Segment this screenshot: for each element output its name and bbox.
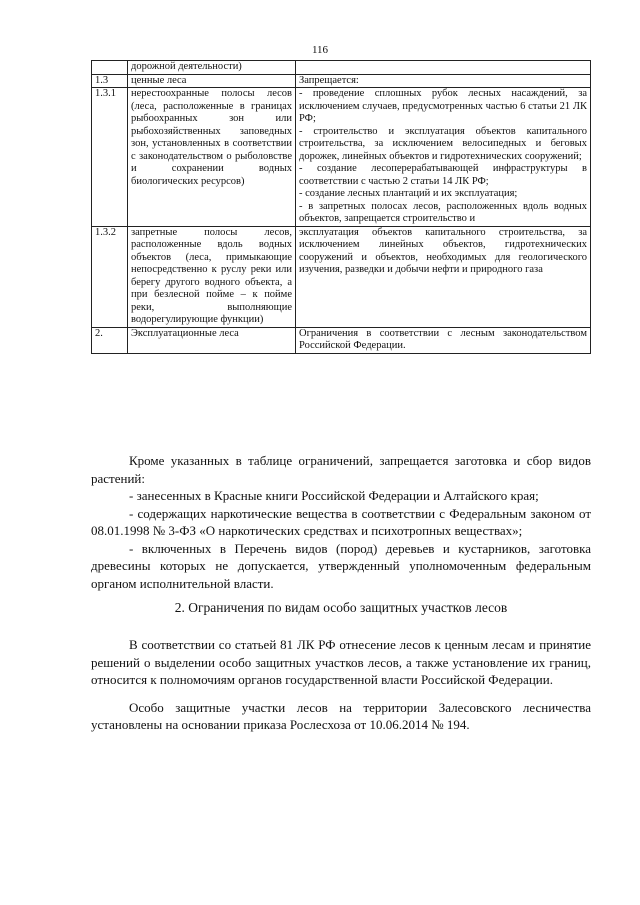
restriction-cell (296, 327, 591, 353)
table-row (92, 74, 591, 88)
page-number: 116 (311, 44, 329, 56)
restriction-item: Запрещается: (299, 74, 359, 86)
restriction-item: - строительство и эксплуатация объектов капитального строительства, за исключением велосипедных и беговых дорожек, линейных объектов и гидротехнических сооружений; (299, 125, 587, 162)
forest-category: нерестоохранные полосы лесов (леса, расположенные в границах рыбоохранных зон или рыбохозяйственных заповедных зон, установленных в соответствии с законодательством о рыболовстве и сохранении водных биологических ресурсов) (128, 88, 296, 227)
list-item-narcotic: - содержащих наркотические вещества в соответствии с Федеральным законом от 08.01.1998 № 3-ФЗ «О наркотических средствах и психотропных веществах»; (91, 505, 591, 538)
row-number (92, 61, 128, 75)
table-row (92, 226, 591, 327)
restriction-cell (296, 88, 591, 227)
restriction-item: - в запретных полосах лесов, расположенных вдоль водных объектов, запрещается строительство и (299, 200, 587, 224)
restriction-cell (296, 74, 591, 88)
forest-category: Эксплуатационные леса (128, 327, 296, 353)
section-body-text (91, 636, 591, 734)
restriction-cell (296, 226, 591, 327)
table-row (92, 61, 591, 75)
row-number: 1.3.2 (92, 226, 128, 327)
forest-category: ценные леса (128, 74, 296, 88)
restriction-item: - создание лесоперерабатывающей инфраструктуры в соответствии с частью 2 статьи 14 ЛК РФ; (299, 163, 587, 187)
restrictions-list-text (91, 452, 591, 592)
restriction-cell (296, 61, 591, 75)
restriction-item: эксплуатация объектов капитального строительства, за исключением линейных объектов, гидротехнических сооружений и объектов, необходимых для геологического изучения, разведки и добычи нефти и природного газа (299, 226, 587, 275)
list-item-red-book: - занесенных в Красные книги Российской Федерации и Алтайского края; (129, 488, 539, 503)
list-item-prohibited-species: - включенных в Перечень видов (пород) деревьев и кустарников, заготовка древесины которых не допускается, утвержденный уполномоченным федеральным органом исполнительной власти. (91, 540, 591, 591)
forest-category: запретные полосы лесов, расположенные вдоль водных объектов (леса, примыкающие непосредственно к руслу реки или берегу другого водного объекта, а при безлесной пойме – к пойме реки, выполняющие водорегулирующие функции) (128, 226, 296, 327)
restrictions-table (91, 60, 591, 354)
paragraph-order: Особо защитные участки лесов на территории Залесовского лесничества установлены на основании приказа Рослесхоза от 10.06.2014 № 194. (91, 699, 591, 732)
row-number: 2. (92, 327, 128, 353)
intro-paragraph: Кроме указанных в таблице ограничений, запрещается заготовка и сбор видов растений: (91, 453, 591, 486)
table-row (92, 88, 591, 227)
forest-category: дорожной деятельности) (128, 61, 296, 75)
row-number: 1.3 (92, 74, 128, 88)
table-row (92, 327, 591, 353)
section-heading: 2. Ограничения по видам особо защитных участков лесов (174, 600, 508, 615)
row-number: 1.3.1 (92, 88, 128, 227)
paragraph-authority: В соответствии со статьей 81 ЛК РФ отнесение лесов к ценным лесам и принятие решений о выделении особо защитных участков лесов, а также установление их границ, относится к полномочиям органов государственной власти Российской Федерации. (91, 637, 591, 687)
restriction-item: Ограничения в соответствии с лесным законодательством Российской Федерации. (299, 327, 587, 351)
restriction-item: - создание лесных плантаций и их эксплуатация; (299, 188, 518, 199)
restriction-item: - проведение сплошных рубок лесных насаждений, за исключением случаев, предусмотренных частью 6 статьи 21 ЛК РФ; (299, 88, 587, 124)
